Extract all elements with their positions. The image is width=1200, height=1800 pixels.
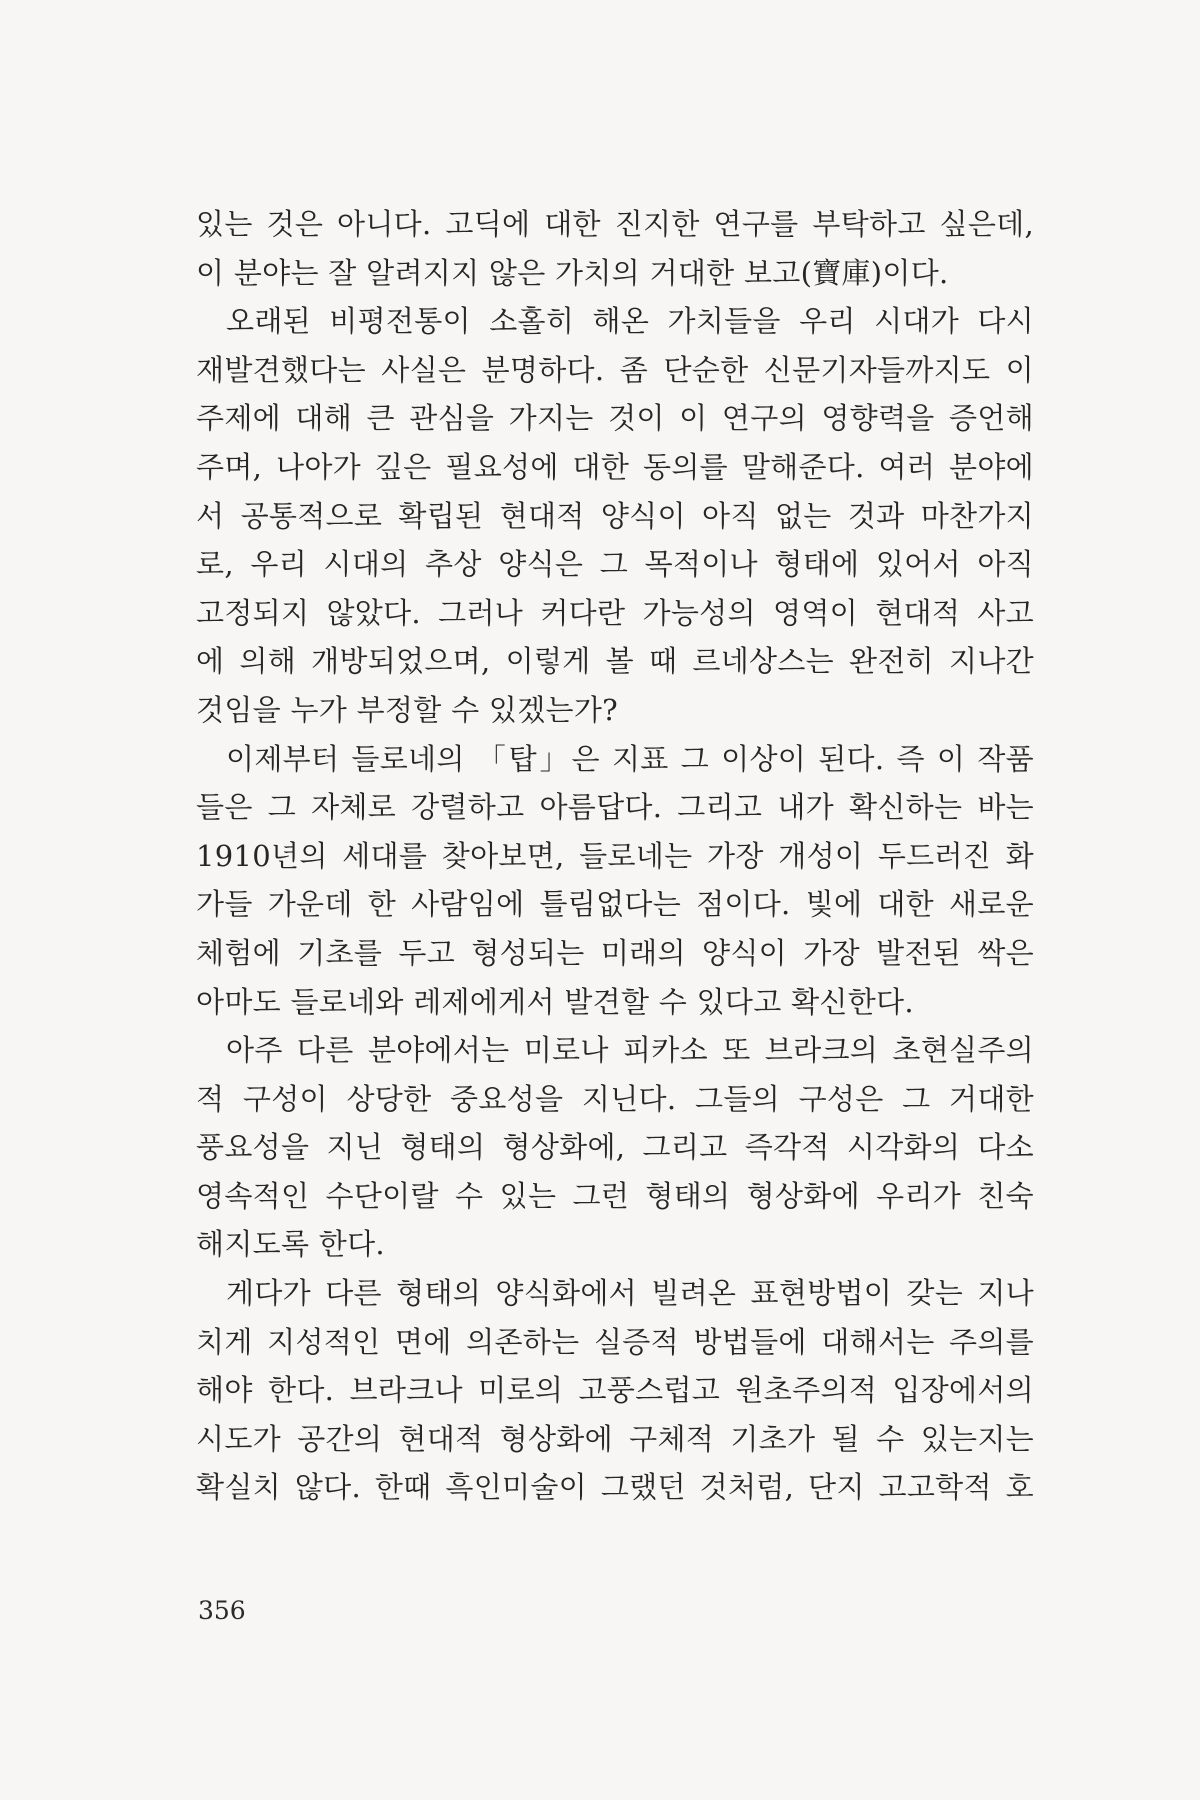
- text-line: 1910년의 세대를 찾아보면, 들로네는 가장 개성이 두드러진 화: [196, 838, 1034, 873]
- text-line: 이제부터 들로네의 「탑」은 지표 그 이상이 된다. 즉 이 작품: [226, 741, 1034, 776]
- text-line: 있는 것은 아니다. 고딕에 대한 진지한 연구를 부탁하고 싶은데,: [196, 207, 1034, 241]
- text-line: 이 분야는 잘 알려지지 않은 가치의 거대한 보고(寶庫)이다.: [196, 255, 949, 290]
- text-line: 체험에 기초를 두고 형성되는 미래의 양식이 가장 발전된 싹은: [196, 935, 1034, 970]
- text-line: 적 구성이 상당한 중요성을 지닌다. 그들의 구성은 그 거대한: [196, 1081, 1034, 1116]
- text-line: 영속적인 수단이랄 수 있는 그런 형태의 형상화에 우리가 친숙: [196, 1178, 1034, 1213]
- text-line: 확실치 않다. 한때 흑인미술이 그랬던 것처럼, 단지 고고학적 호: [196, 1470, 1034, 1505]
- text-line: 풍요성을 지닌 형태의 형상화에, 그리고 즉각적 시각화의 다소: [196, 1130, 1034, 1165]
- text-line: 가들 가운데 한 사람임에 틀림없다는 점이다. 빛에 대한 새로운: [196, 887, 1034, 922]
- text-line: 치게 지성적인 면에 의존하는 실증적 방법들에 대해서는 주의를: [196, 1324, 1034, 1359]
- text-line: 시도가 공간의 현대적 형상화에 구체적 기초가 될 수 있는지는: [196, 1421, 1034, 1456]
- text-line: 주제에 대해 큰 관심을 가지는 것이 이 연구의 영향력을 증언해: [196, 401, 1034, 436]
- text-line: 해지도록 한다.: [196, 1227, 385, 1262]
- text-line: 아주 다른 분야에서는 미로나 피카소 또 브라크의 초현실주의: [226, 1033, 1034, 1068]
- text-line: 아마도 들로네와 레제에게서 발견할 수 있다고 확신한다.: [196, 984, 914, 1019]
- text-line: 서 공통적으로 확립된 현대적 양식이 아직 없는 것과 마찬가지: [196, 498, 1034, 533]
- text-line: 에 의해 개방되었으며, 이렇게 볼 때 르네상스는 완전히 지나간: [196, 644, 1034, 679]
- text-line: 오래된 비평전통이 소홀히 해온 가치들을 우리 시대가 다시: [226, 304, 1034, 339]
- text-line: 것임을 누가 부정할 수 있겠는가?: [196, 692, 619, 727]
- body-text: [196, 200, 1034, 1512]
- text-line: 게다가 다른 형태의 양식화에서 빌려온 표현방법이 갖는 지나: [226, 1276, 1034, 1311]
- text-line: 로, 우리 시대의 추상 양식은 그 목적이나 형태에 있어서 아직: [196, 547, 1034, 582]
- text-line: 재발견했다는 사실은 분명하다. 좀 단순한 신문기자들까지도 이: [196, 352, 1034, 387]
- text-line: 주며, 나아가 깊은 필요성에 대한 동의를 말해준다. 여러 분야에: [196, 449, 1034, 484]
- page-number: 356: [198, 1596, 246, 1625]
- text-line: 해야 한다. 브라크나 미로의 고풍스럽고 원초주의적 입장에서의: [196, 1373, 1034, 1408]
- text-line: 들은 그 자체로 강렬하고 아름답다. 그리고 내가 확신하는 바는: [196, 790, 1034, 825]
- text-line: 고정되지 않았다. 그러나 커다란 가능성의 영역이 현대적 사고: [196, 595, 1034, 630]
